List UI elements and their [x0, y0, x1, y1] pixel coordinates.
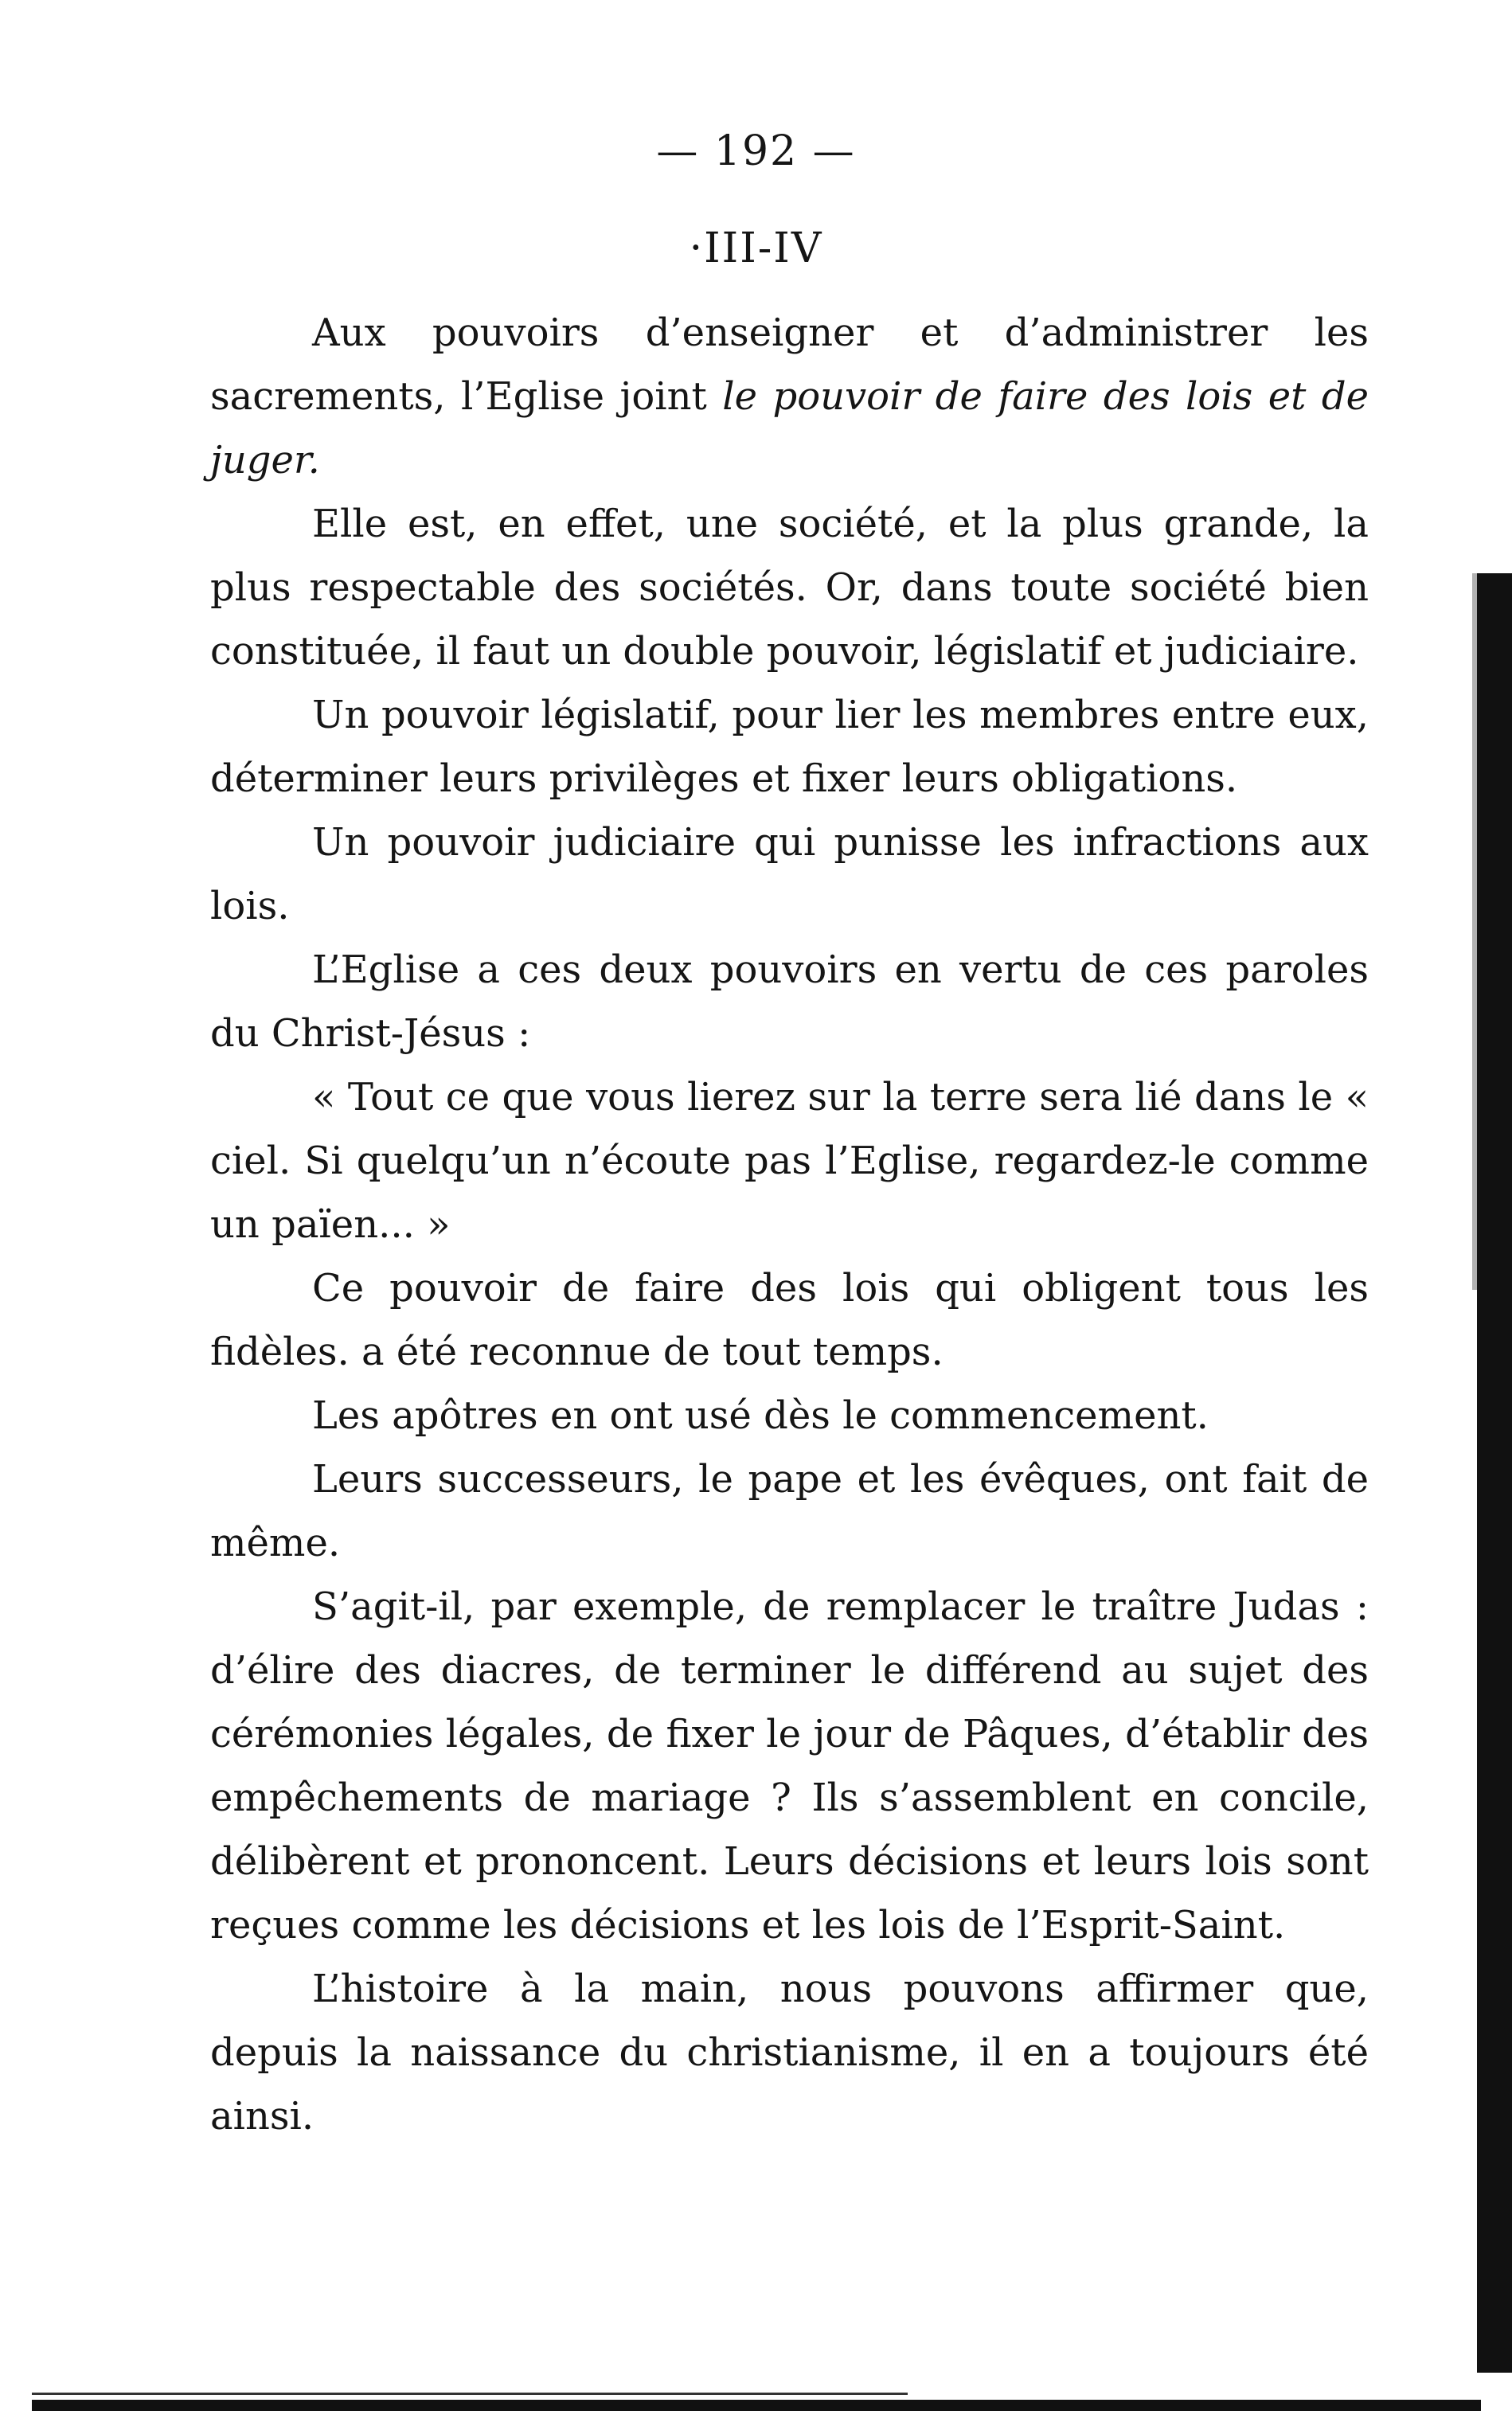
paragraph-1-text: Aux pouvoirs d’enseigner et d’administrer les sacrements, l’Eglise joint [210, 311, 1369, 419]
paragraph-7: Ce pouvoir de faire des lois qui obligent tous les fidèles. a été reconnue de tout temps. [210, 1266, 1369, 1374]
paragraph-3: Un pouvoir législatif, pour lier les membres entre eux, déterminer leurs privilèges et fixer leurs obligations. [210, 693, 1369, 801]
page-number: — 192 — [656, 127, 856, 175]
section-title: ·III-IV [689, 225, 823, 272]
paragraph-10: S’agit-il, par exemple, de remplacer le traître Judas : d’élire des diacres, de terminer le différend au sujet des cérémonies légales, de fixer le jour de Pâques, d’établir des empêchements de mariage ? Ils s’assemblent en concile, délibèrent et prononcent. Leurs décisions et leurs lois sont reçues comme les décisions et les lois de l’Esprit-Saint. [210, 1584, 1369, 1948]
paragraph-9: Leurs successeurs, le pape et les évêques, ont fait de même. [210, 1457, 1369, 1565]
paragraph-5: L’Eglise a ces deux pouvoirs en vertu de ces paroles du Christ-Jésus : [210, 947, 1369, 1056]
scan-bottom-edge [32, 2400, 1481, 2411]
scan-right-edge [1477, 573, 1512, 2373]
body-text [210, 301, 1369, 2148]
paragraph-4: Un pouvoir judiciaire qui punisse les infractions aux lois. [210, 820, 1369, 928]
scan-bottom-line [32, 2393, 908, 2395]
paragraph-8: Les apôtres en ont usé dès le commencement. [312, 1393, 1209, 1438]
paragraph-2: Elle est, en effet, une société, et la plus grande, la plus respectable des sociétés. Or, dans toute société bien constituée, il faut un double pouvoir, législatif et judiciaire. [210, 502, 1369, 674]
paragraph-11: L’histoire à la main, nous pouvons affirmer que, depuis la naissance du christianisme, il en a toujours été ainsi. [210, 1967, 1369, 2139]
paragraph-1 [210, 301, 1369, 492]
paragraph-6: « Tout ce que vous lierez sur la terre sera lié dans le « ciel. Si quelqu’un n’écoute pas l’Eglise, regardez-le comme un païen... » [210, 1075, 1369, 1247]
paragraph-1-italic: le pouvoir de faire des lois et de juger. [210, 374, 1369, 482]
